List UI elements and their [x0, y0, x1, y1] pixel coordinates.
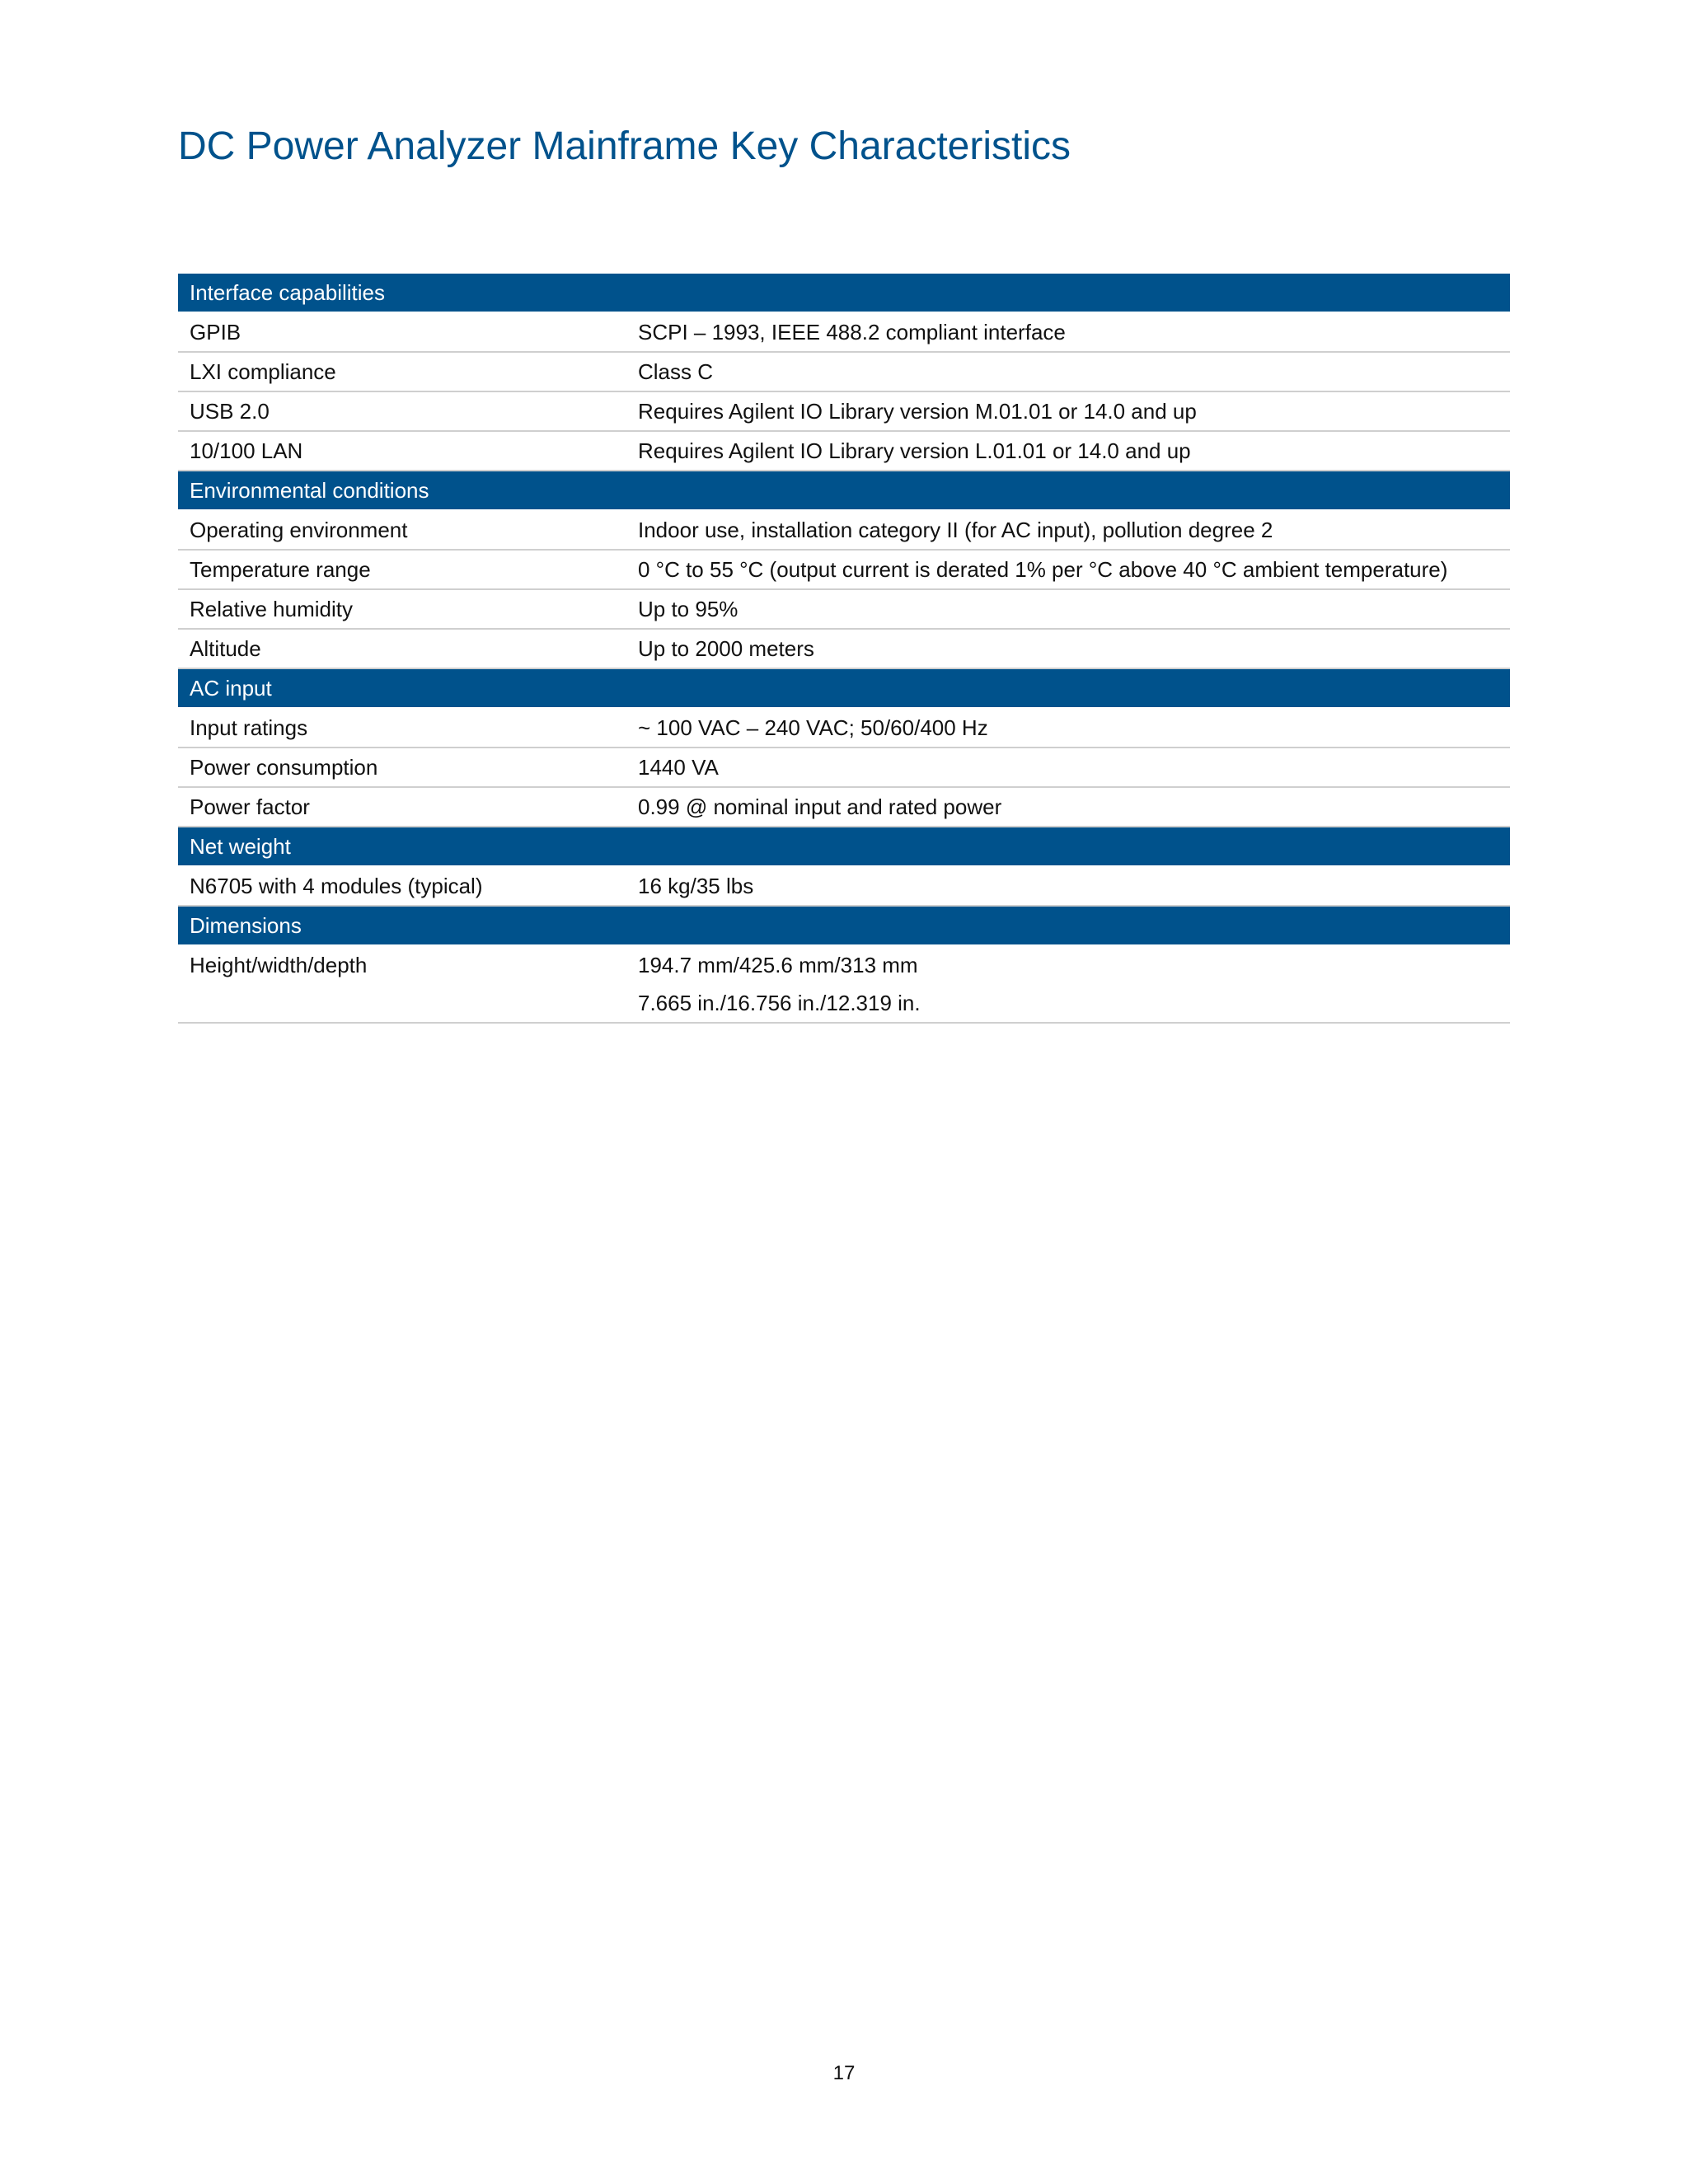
section-heading: Net weight	[178, 827, 1510, 866]
table-row	[178, 312, 1510, 352]
section-header-interface	[178, 274, 1510, 312]
row-value: 194.7 mm/425.6 mm/313 mm	[638, 952, 918, 977]
section-heading: Environmental conditions	[178, 471, 1510, 510]
row-value-continuation: 7.665 in./16.756 in./12.319 in.	[638, 984, 1510, 1023]
table-row	[178, 984, 1510, 1023]
row-value: Requires Agilent IO Library version L.01.01 or 14.0 and up	[638, 431, 1510, 471]
table-row	[178, 550, 1510, 589]
section-header-dimensions	[178, 906, 1510, 945]
row-label: LXI compliance	[178, 352, 638, 391]
row-label: 10/100 LAN	[178, 431, 638, 471]
table-row	[178, 431, 1510, 471]
row-value: ~ 100 VAC – 240 VAC; 50/60/400 Hz	[638, 708, 1510, 748]
table-row	[178, 708, 1510, 748]
table-row	[178, 589, 1510, 629]
row-value: 1440 VA	[638, 748, 1510, 787]
row-label: N6705 with 4 modules (typical)	[178, 866, 638, 906]
row-value: 16 kg/35 lbs	[638, 866, 1510, 906]
table-row	[178, 629, 1510, 668]
specifications-table	[178, 274, 1510, 1024]
row-value: SCPI – 1993, IEEE 488.2 compliant interface	[638, 312, 1510, 352]
row-label: Power consumption	[178, 748, 638, 787]
row-label: Power factor	[178, 787, 638, 827]
row-label: Altitude	[178, 629, 638, 668]
table-row	[178, 510, 1510, 550]
row-label-empty	[178, 984, 638, 1023]
table-row	[178, 391, 1510, 431]
section-header-environmental	[178, 471, 1510, 510]
page-number: 17	[832, 2062, 856, 2084]
row-label: Height/width/depth	[190, 952, 368, 977]
row-value: 0 °C to 55 °C (output current is derated 1% per °C above 40 °C ambient temperature)	[638, 550, 1510, 589]
section-header-ac-input	[178, 668, 1510, 708]
row-value: Up to 95%	[638, 589, 1510, 629]
table-row	[178, 945, 1510, 984]
row-value: 0.99 @ nominal input and rated power	[638, 787, 1510, 827]
page-title: DC Power Analyzer Mainframe Key Characteristics	[178, 124, 1071, 168]
row-value: Indoor use, installation category II (for AC input), pollution degree 2	[638, 510, 1510, 550]
row-value: Class C	[638, 352, 1510, 391]
row-label: Temperature range	[178, 550, 638, 589]
section-heading: AC input	[178, 668, 1510, 708]
row-value: Requires Agilent IO Library version M.01.01 or 14.0 and up	[638, 391, 1510, 431]
table-row	[178, 866, 1510, 906]
row-label: USB 2.0	[178, 391, 638, 431]
section-header-net-weight	[178, 827, 1510, 866]
section-heading: Dimensions	[178, 906, 1510, 945]
table-row	[178, 352, 1510, 391]
section-heading: Interface capabilities	[178, 274, 1510, 312]
table-row	[178, 787, 1510, 827]
table-row	[178, 748, 1510, 787]
row-label: Operating environment	[178, 510, 638, 550]
row-label: Relative humidity	[178, 589, 638, 629]
row-label: GPIB	[178, 312, 638, 352]
row-label: Input ratings	[178, 708, 638, 748]
row-value: Up to 2000 meters	[638, 629, 1510, 668]
